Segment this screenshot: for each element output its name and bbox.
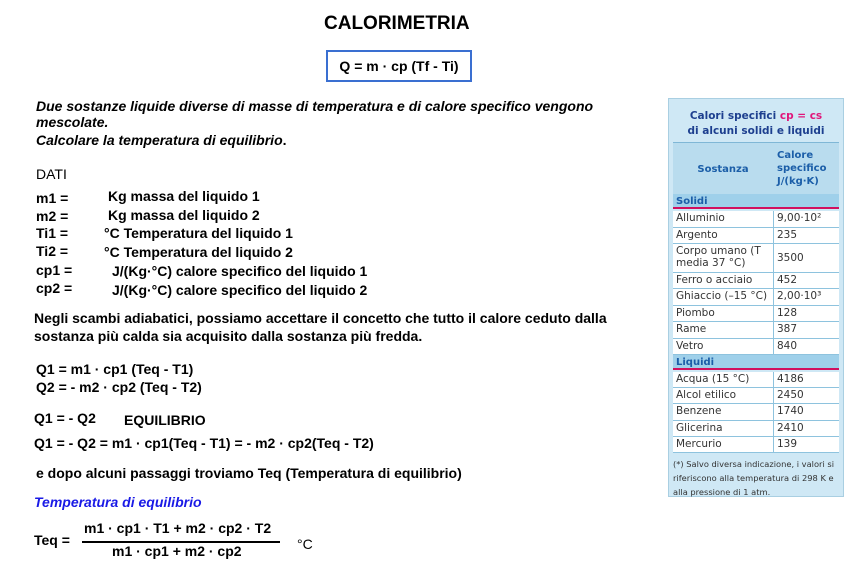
- substance-value: 1740: [777, 405, 804, 417]
- section-solids: Solidi: [673, 194, 839, 209]
- dati-desc-ti2: °C Temperatura del liquido 2: [104, 244, 293, 260]
- table-row: [673, 211, 839, 228]
- table-row: [673, 388, 839, 404]
- table-footnote: (*) Salvo diversa indicazione, i valori si riferiscono alla temperatura di 298 K e alla pressione di 1 atm.: [673, 459, 835, 497]
- dati-symbol-m2: m2 =: [36, 208, 69, 224]
- dati-symbol-ti2: Ti2 =: [36, 243, 69, 259]
- table-row: [673, 372, 839, 388]
- dati-symbol-cp2: cp2 =: [36, 280, 73, 296]
- substance-value: 2450: [777, 389, 804, 401]
- header-substance: Sostanza: [697, 163, 749, 175]
- dati-symbol-cp1: cp1 =: [36, 262, 73, 278]
- table-row: [673, 339, 839, 355]
- substance-value: 9,00·10²: [777, 212, 822, 224]
- substance-name: Corpo umano (T media 37 °C): [676, 245, 761, 269]
- table-row: [673, 404, 839, 421]
- substance-name: Alluminio: [676, 212, 725, 224]
- substance-value: 2410: [777, 422, 804, 434]
- dati-symbol-m1: m1 =: [36, 190, 69, 206]
- header-specific-heat: Calore specifico J/(kg·K): [777, 150, 827, 187]
- problem-line-2: mescolate.: [36, 114, 109, 130]
- equation-full: Q1 = - Q2 = m1 · cp1(Teq - T1) = - m2 · cp2(Teq - T2): [34, 435, 374, 451]
- dati-heading: DATI: [36, 166, 67, 182]
- substance-value: 139: [777, 438, 798, 450]
- substance-value: 387: [777, 323, 798, 335]
- substance-name: Ferro o acciaio: [676, 274, 753, 286]
- main-formula-box: [326, 50, 472, 82]
- substance-value: 4186: [777, 373, 804, 385]
- substance-name: Ghiaccio (–15 °C): [676, 290, 768, 302]
- table-row: [673, 244, 839, 273]
- substance-name: Argento: [676, 229, 718, 241]
- table-row: [673, 306, 839, 322]
- table-row: [673, 228, 839, 244]
- substance-name: Mercurio: [676, 438, 722, 450]
- problem-dot: .: [282, 132, 287, 148]
- table-title: [669, 109, 843, 139]
- substance-name: Acqua (15 °C): [676, 373, 750, 385]
- substance-value: 452: [777, 274, 798, 286]
- adiabatic-line-1: Negli scambi adiabatici, possiamo accettare il concetto che tutto il calore ceduto dalla: [34, 310, 607, 326]
- table-title-line-1: Calori specifici: [689, 110, 777, 122]
- substance-name: Rame: [676, 323, 707, 335]
- dati-desc-m2: Kg massa del liquido 2: [108, 207, 260, 223]
- dati-desc-m1: Kg massa del liquido 1: [108, 188, 260, 204]
- teq-unit: °C: [297, 536, 313, 552]
- main-formula: Q = m · cp (Tf - Ti): [339, 58, 459, 74]
- teq-denominator: m1 · cp1 + m2 · cp2: [112, 543, 242, 559]
- substance-name: Benzene: [676, 405, 722, 417]
- page-title: CALORIMETRIA: [324, 13, 470, 34]
- table-row: [673, 289, 839, 306]
- dati-desc-cp2: J/(Kg·°C) calore specifico del liquido 2: [112, 282, 368, 298]
- substance-name: Glicerina: [676, 422, 723, 434]
- substance-value: 235: [777, 229, 798, 241]
- result-heading: Temperatura di equilibrio: [34, 494, 202, 510]
- teq-numerator: m1 · cp1 · T1 + m2 · cp2 · T2: [84, 520, 272, 536]
- table-title-cp: cp = cs: [779, 110, 823, 122]
- specific-heat-table: [668, 98, 844, 497]
- section-liquids: Liquidi: [673, 355, 839, 370]
- dati-symbol-ti1: Ti1 =: [36, 225, 69, 241]
- problem-line-3: [36, 132, 287, 148]
- substance-name: Piombo: [676, 307, 715, 319]
- table-title-line-2: di alcuni solidi e liquidi: [687, 125, 825, 137]
- dati-desc-ti1: °C Temperatura del liquido 1: [104, 225, 293, 241]
- table-header: [673, 142, 839, 197]
- equation-q1: Q1 = m1 · cp1 (Teq - T1): [36, 361, 194, 377]
- equilibrio-label: EQUILIBRIO: [124, 412, 206, 428]
- substance-value: 3500: [777, 252, 804, 264]
- table-row: [673, 322, 839, 339]
- substance-value: 2,00·10³: [777, 290, 822, 302]
- dati-desc-cp1: J/(Kg·°C) calore specifico del liquido 1: [112, 263, 368, 279]
- passaggi-text: e dopo alcuni passaggi troviamo Teq (Temperatura di equilibrio): [36, 465, 462, 481]
- problem-line-1: Due sostanze liquide diverse di masse di temperatura e di calore specifico vengono: [36, 98, 594, 114]
- equation-balance: Q1 = - Q2: [34, 410, 96, 426]
- equation-q2: Q2 = - m2 · cp2 (Teq - T2): [36, 379, 202, 395]
- substance-name: Alcol etilico: [676, 389, 737, 401]
- table-row: [673, 273, 839, 289]
- teq-label: Teq =: [34, 532, 70, 548]
- substance-name: Vetro: [676, 340, 704, 352]
- substance-value: 840: [777, 340, 798, 352]
- problem-question: Calcolare la temperatura di equilibrio: [36, 132, 283, 148]
- table-row: [673, 421, 839, 437]
- adiabatic-line-2: sostanza più calda sia acquisito dalla sostanza più fredda.: [34, 328, 423, 344]
- substance-value: 128: [777, 307, 798, 319]
- table-row: [673, 437, 839, 453]
